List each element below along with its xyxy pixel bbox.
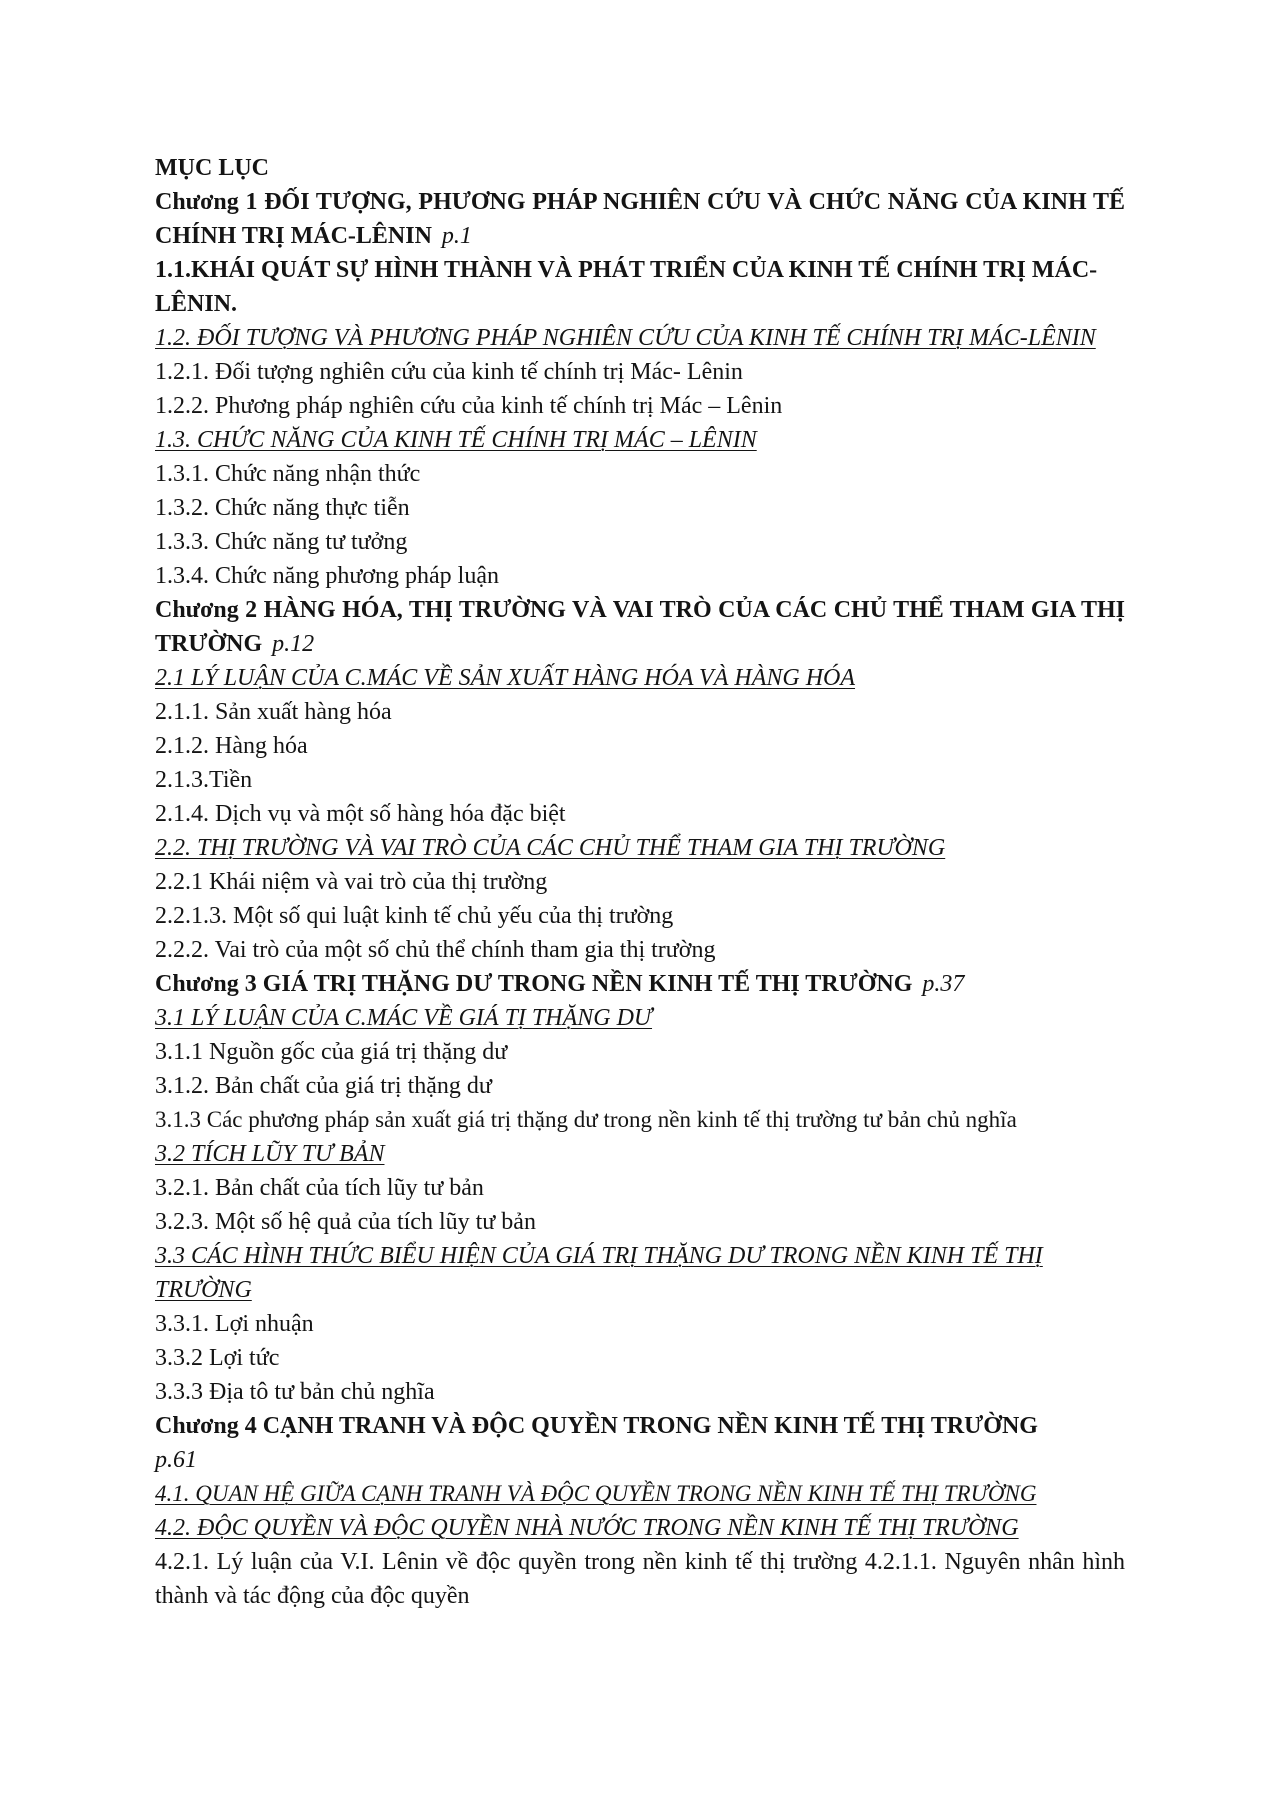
section-1-1: 1.1.KHÁI QUÁT SỰ HÌNH THÀNH VÀ PHÁT TRIỂN CỦA KINH TẾ CHÍNH TRỊ MÁC-LÊNIN. [155, 257, 1098, 317]
item-3-3-2: 3.3.2 Lợi tức [155, 1345, 280, 1371]
section-4-2: 4.2. ĐỘC QUYỀN VÀ ĐỘC QUYỀN NHÀ NƯỚC TRONG NỀN KINH TẾ THỊ TRƯỜNG [155, 1515, 1019, 1541]
chapter-3-page: p.37 [922, 971, 965, 997]
chapter-3-title: Chương 3 GIÁ TRỊ THẶNG DƯ TRONG NỀN KINH TẾ THỊ TRƯỜNG [155, 971, 913, 997]
item-2-2-2: 2.2.2. Vai trò của một số chủ thể chính tham gia thị trường [155, 937, 716, 963]
chapter-1-title: Chương 1 ĐỐI TƯỢNG, PHƯƠNG PHÁP NGHIÊN CỨU VÀ CHỨC NĂNG CỦA KINH TẾ CHÍNH TRỊ MÁC-LÊNIN [155, 189, 1125, 249]
item-1-2-2: 1.2.2. Phương pháp nghiên cứu của kinh tế chính trị Mác – Lênin [155, 393, 783, 419]
section-1-2: 1.2. ĐỐI TƯỢNG VÀ PHƯƠNG PHÁP NGHIÊN CỨU CỦA KINH TẾ CHÍNH TRỊ MÁC-LÊNIN [155, 325, 1096, 351]
item-3-2-3: 3.2.3. Một số hệ quả của tích lũy tư bản [155, 1209, 536, 1235]
chapter-2-title: Chương 2 HÀNG HÓA, THỊ TRƯỜNG VÀ VAI TRÒ CỦA CÁC CHỦ THỂ THAM GIA THỊ TRƯỜNG [155, 597, 1125, 657]
section-3-2: 3.2 TÍCH LŨY TƯ BẢN [155, 1141, 385, 1167]
item-3-1-2: 3.1.2. Bản chất của giá trị thặng dư [155, 1073, 492, 1099]
item-3-1-3: 3.1.3 Các phương pháp sản xuất giá trị thặng dư trong nền kinh tế thị trường tư bản chủ nghĩa [155, 1107, 1017, 1132]
item-1-3-4: 1.3.4. Chức năng phương pháp luận [155, 563, 499, 589]
chapter-4-heading [155, 1409, 1125, 1477]
item-1-3-2: 1.3.2. Chức năng thực tiễn [155, 495, 410, 521]
section-2-2: 2.2. THỊ TRƯỜNG VÀ VAI TRÒ CỦA CÁC CHỦ THỂ THAM GIA THỊ TRƯỜNG [155, 835, 946, 861]
item-1-3-3: 1.3.3. Chức năng tư tưởng [155, 529, 408, 555]
toc-heading: MỤC LỤC [155, 155, 269, 181]
item-1-2-1: 1.2.1. Đối tượng nghiên cứu của kinh tế chính trị Mác- Lênin [155, 359, 743, 385]
item-2-1-1: 2.1.1. Sản xuất hàng hóa [155, 699, 392, 725]
chapter-1-heading [155, 185, 1125, 253]
chapter-4-title: Chương 4 CẠNH TRANH VÀ ĐỘC QUYỀN TRONG NỀN KINH TẾ THỊ TRƯỜNG [155, 1413, 1038, 1439]
item-3-1-1: 3.1.1 Nguồn gốc của giá trị thặng dư [155, 1039, 508, 1065]
section-1-3: 1.3. CHỨC NĂNG CỦA KINH TẾ CHÍNH TRỊ MÁC – LÊNIN [155, 427, 757, 453]
section-3-3: 3.3 CÁC HÌNH THỨC BIỂU HIỆN CỦA GIÁ TRỊ THẶNG DƯ TRONG NỀN KINH TẾ THỊ TRƯỜNG [155, 1243, 1043, 1303]
item-2-1-3: 2.1.3.Tiền [155, 767, 253, 793]
chapter-2-heading [155, 593, 1125, 661]
chapter-2-page: p.12 [272, 631, 315, 657]
table-of-contents [155, 151, 1125, 1613]
item-1-3-1: 1.3.1. Chức năng nhận thức [155, 461, 421, 487]
item-3-3-1: 3.3.1. Lợi nhuận [155, 1311, 314, 1337]
item-2-2-1-3: 2.2.1.3. Một số qui luật kinh tế chủ yếu của thị trường [155, 903, 674, 929]
section-3-1: 3.1 LÝ LUẬN CỦA C.MÁC VỀ GIÁ TỊ THẶNG DƯ [155, 1005, 653, 1031]
item-3-3-3: 3.3.3 Địa tô tư bản chủ nghĩa [155, 1379, 435, 1405]
chapter-1-page: p.1 [441, 223, 472, 249]
item-2-1-4: 2.1.4. Dịch vụ và một số hàng hóa đặc biệt [155, 801, 566, 827]
item-3-2-1: 3.2.1. Bản chất của tích lũy tư bản [155, 1175, 484, 1201]
chapter-4-page: p.61 [155, 1447, 197, 1473]
section-4-1: 4.1. QUAN HỆ GIỮA CẠNH TRANH VÀ ĐỘC QUYỀN TRONG NỀN KINH TẾ THỊ TRƯỜNG [155, 1481, 1037, 1506]
item-4-2-1: 4.2.1. Lý luận của V.I. Lênin về độc quyền trong nền kinh tế thị trường 4.2.1.1. Nguyên nhân hình thành và tác động của độc quyền [155, 1549, 1125, 1609]
section-2-1: 2.1 LÝ LUẬN CỦA C.MÁC VỀ SẢN XUẤT HÀNG HÓA VÀ HÀNG HÓA [155, 665, 856, 691]
chapter-3-heading [155, 967, 1125, 1001]
item-2-2-1: 2.2.1 Khái niệm và vai trò của thị trường [155, 869, 548, 895]
item-2-1-2: 2.1.2. Hàng hóa [155, 733, 308, 759]
